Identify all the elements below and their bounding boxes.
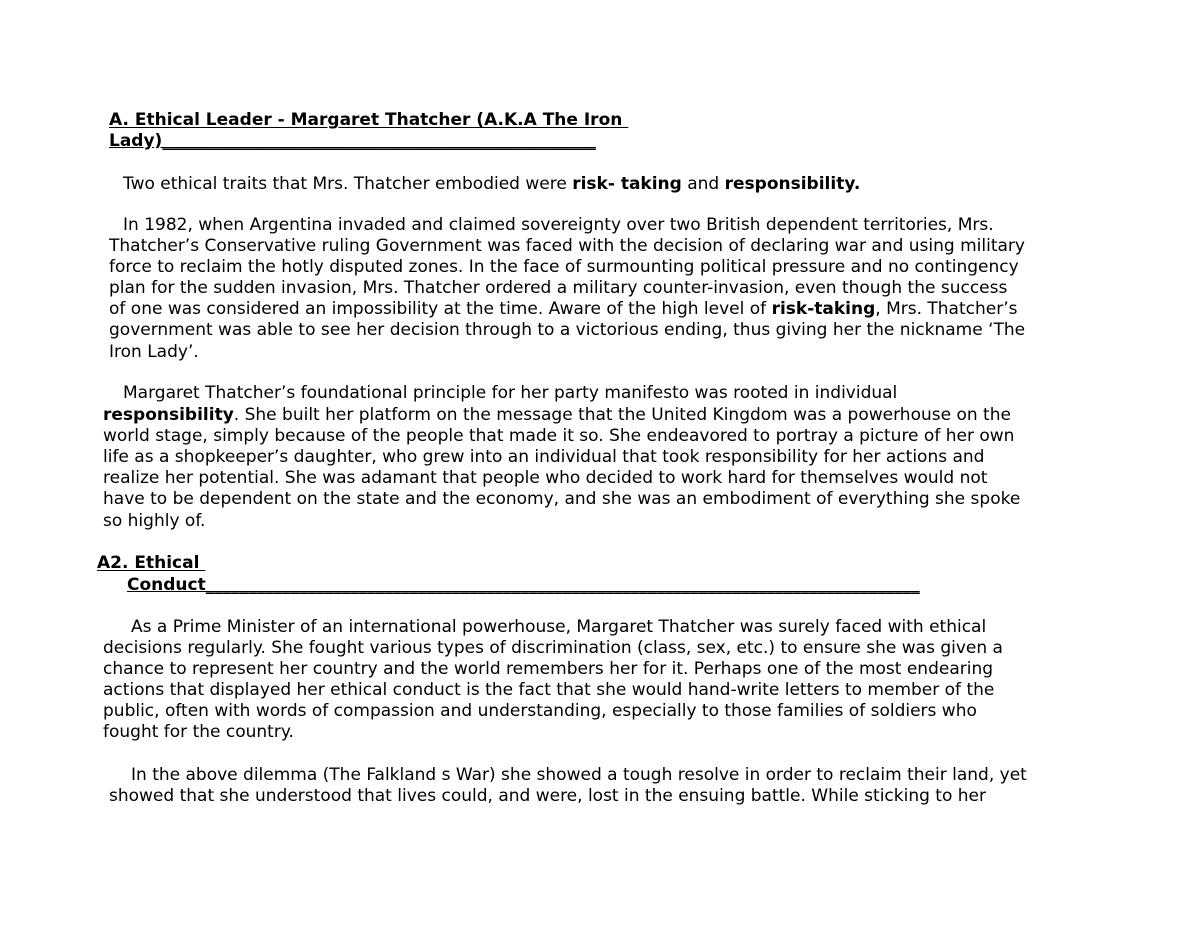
para1-line3: force to reclaim the hotly disputed zones. In the face of surmounting political pressure and no contingency [109, 257, 1019, 277]
para2-line2 [103, 405, 1011, 426]
para3-line5: public, often with words of compassion and understanding, especially to those families of soldiers who [103, 701, 977, 721]
para3-line3: chance to represent her country and the world remembers her for it. Perhaps one of the most endearing [103, 659, 994, 679]
para1-line6: government was able to see her decision through to a victorious ending, thus giving her the nickname ‘The [109, 320, 1026, 340]
para4-line1: In the above dilemma (The Falkland s War) she showed a tough resolve in order to reclaim their land, yet [131, 765, 1027, 785]
intro-bold-responsibility: responsibility. [724, 174, 861, 194]
para2-bold-responsibility: responsibility [103, 405, 234, 425]
para2-line3: world stage, simply because of the people that made it so. She endeavored to portray a picture of her own [103, 426, 1015, 446]
para1-line2: Thatcher’s Conservative ruling Government was faced with the decision of declaring war and using military [109, 236, 1025, 256]
intro-line [123, 174, 860, 195]
para3-line2: decisions regularly. She fought various types of discrimination (class, sex, etc.) to ensure she was given a [103, 638, 1003, 658]
para3-line6: fought for the country. [103, 722, 294, 742]
para2-line7: so highly of. [103, 511, 206, 531]
para2-line5: realize her potential. She was adamant that people who decided to work hard for themselves would not [103, 468, 988, 488]
para2-line2-text: . She built her platform on the message that the United Kingdom was a powerhouse on the [233, 405, 1011, 425]
para1-line5-end: , Mrs. Thatcher’s [875, 299, 1018, 319]
para2-line1: Margaret Thatcher’s foundational principle for her party manifesto was rooted in individual [123, 383, 898, 403]
para2-line6: have to be dependent on the state and the economy, and she was an embodiment of everything she spoke [103, 489, 1021, 509]
para2-line4: life as a shopkeeper’s daughter, who grew into an individual that took responsibility for her actions and [103, 447, 985, 467]
para1-line7: Iron Lady’. [109, 342, 199, 362]
intro-and: and [681, 174, 725, 194]
para1-line5 [109, 299, 1017, 320]
heading-a-line1: A. Ethical Leader - Margaret Thatcher (A.K.A The Iron [109, 110, 629, 130]
para1-bold-risk-taking: risk-taking [771, 299, 876, 319]
para1-line1: In 1982, when Argentina invaded and claimed sovereignty over two British dependent territories, Mrs. [123, 215, 994, 235]
heading-a2-line2: Conduct____________________________________________________________________________________ [127, 575, 920, 595]
heading-a-line2: Lady)___________________________________________________ [109, 131, 596, 151]
para3-line4: actions that displayed her ethical conduct is the fact that she would hand-write letters to member of the [103, 680, 995, 700]
intro-text: Two ethical traits that Mrs. Thatcher embodied were [123, 174, 573, 194]
para1-line5-text: of one was considered an impossibility at the time. Aware of the high level of [109, 299, 772, 319]
intro-bold-risk-taking: risk- taking [572, 174, 682, 194]
para3-line1: As a Prime Minister of an international powerhouse, Margaret Thatcher was surely faced with ethical [131, 617, 987, 637]
para4-line2: showed that she understood that lives could, and were, lost in the ensuing battle. While sticking to her [109, 786, 987, 806]
para1-line4: plan for the sudden invasion, Mrs. Thatcher ordered a military counter-invasion, even though the success [109, 278, 1008, 298]
heading-a2-line1: A2. Ethical [97, 553, 206, 573]
